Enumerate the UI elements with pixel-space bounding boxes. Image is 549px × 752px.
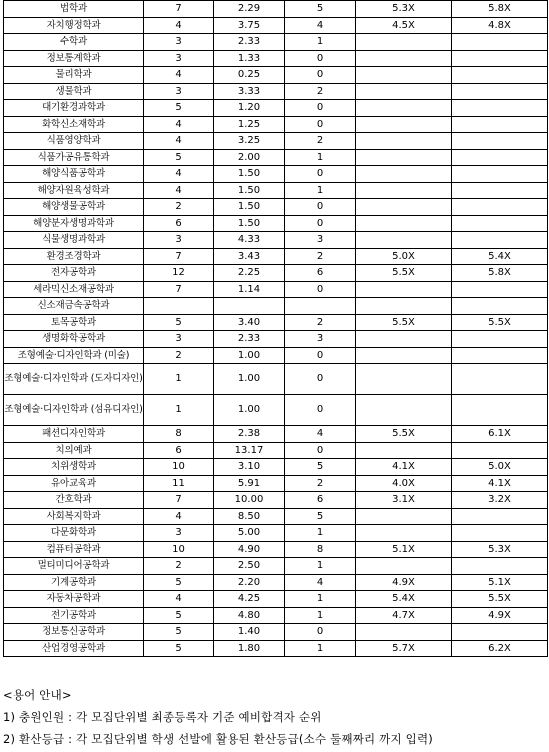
department-name-cell: 조형예술·디자인학과 (미술) [4,347,144,364]
converted-grade-cell [356,100,452,117]
converted-grade-cell [452,215,548,232]
competition-ratio-cell: 1.33 [214,50,285,67]
competition-ratio-cell: 5.91 [214,475,285,492]
quota-cell: 10 [144,459,214,476]
department-name-cell: 기계공학과 [4,574,144,591]
department-name-cell: 다문화학과 [4,525,144,542]
competition-ratio-cell: 5.00 [214,525,285,542]
fill-rank-cell: 0 [285,624,356,641]
quota-cell: 4 [144,591,214,608]
quota-cell: 5 [144,314,214,331]
fill-rank-cell: 4 [285,17,356,34]
table-row [4,149,548,166]
competition-ratio-cell: 3.25 [214,133,285,150]
competition-ratio-cell: 1.80 [214,640,285,657]
fill-rank-cell: 0 [285,166,356,183]
fill-rank-cell: 2 [285,133,356,150]
converted-grade-cell [356,298,452,315]
fill-rank-cell: 0 [285,50,356,67]
quota-cell: 11 [144,475,214,492]
fill-rank-cell [285,298,356,315]
fill-rank-cell: 1 [285,149,356,166]
converted-grade-cell [356,67,452,84]
department-name-cell: 패션디자인학과 [4,426,144,443]
converted-grade-cell [452,298,548,315]
converted-grade-cell: 4.9X [356,574,452,591]
converted-grade-cell [356,116,452,133]
fill-rank-cell: 0 [285,116,356,133]
converted-grade-cell: 5.5X [356,265,452,282]
converted-grade-cell: 5.3X [356,1,452,18]
department-name-cell: 식품영양학과 [4,133,144,150]
converted-grade-cell: 4.5X [356,17,452,34]
quota-cell: 8 [144,426,214,443]
converted-grade-cell [452,182,548,199]
fill-rank-cell: 0 [285,364,356,395]
table-row [4,50,548,67]
table-row [4,34,548,51]
converted-grade-cell: 5.5X [452,314,548,331]
fill-rank-cell: 0 [285,215,356,232]
department-name-cell: 전기공학과 [4,607,144,624]
department-name-cell: 화학신소재학과 [4,116,144,133]
quota-cell: 6 [144,215,214,232]
department-name-cell: 치의예과 [4,442,144,459]
converted-grade-cell [356,83,452,100]
converted-grade-cell: 5.1X [452,574,548,591]
converted-grade-cell [356,364,452,395]
converted-grade-cell [356,442,452,459]
table-row [4,199,548,216]
department-name-cell: 산업경영공학과 [4,640,144,657]
competition-ratio-cell: 4.25 [214,591,285,608]
competition-ratio-cell: 1.50 [214,215,285,232]
fill-rank-cell: 1 [285,525,356,542]
competition-ratio-cell: 1.20 [214,100,285,117]
table-row [4,364,548,395]
table-row [4,215,548,232]
table-row [4,116,548,133]
quota-cell: 1 [144,395,214,426]
converted-grade-cell [452,347,548,364]
converted-grade-cell [452,34,548,51]
department-name-cell: 사회복지학과 [4,508,144,525]
fill-rank-cell: 2 [285,475,356,492]
converted-grade-cell [356,166,452,183]
department-name-cell: 해양식품공학과 [4,166,144,183]
glossary-line-quota: 1) 충원인원 : 각 모집단위별 최종등록자 기준 예비합격자 순위 [3,710,322,724]
department-name-cell: 법학과 [4,1,144,18]
fill-rank-cell: 6 [285,265,356,282]
quota-cell: 5 [144,149,214,166]
table-row [4,166,548,183]
table-row [4,298,548,315]
converted-grade-cell [356,558,452,575]
competition-ratio-cell: 3.10 [214,459,285,476]
converted-grade-cell [452,442,548,459]
competition-ratio-cell: 1.00 [214,347,285,364]
converted-grade-cell: 6.1X [452,426,548,443]
table-row [4,475,548,492]
converted-grade-cell: 5.4X [356,591,452,608]
competition-ratio-cell: 3.33 [214,83,285,100]
quota-cell: 3 [144,232,214,249]
table-row [4,591,548,608]
fill-rank-cell: 0 [285,199,356,216]
quota-cell: 6 [144,442,214,459]
glossary-line-grade: 2) 환산등급 : 각 모집단위별 학생 선발에 활용된 환산등급(소수 둘째짜리 까지 입력) [3,732,433,746]
quota-cell: 7 [144,492,214,509]
table-row [4,182,548,199]
fill-rank-cell: 3 [285,331,356,348]
fill-rank-cell: 2 [285,248,356,265]
table-row [4,1,548,18]
fill-rank-cell: 0 [285,347,356,364]
competition-ratio-cell: 1.14 [214,281,285,298]
converted-grade-cell: 5.5X [356,314,452,331]
converted-grade-cell: 3.2X [452,492,548,509]
fill-rank-cell: 1 [285,558,356,575]
converted-grade-cell [452,331,548,348]
competition-ratio-cell: 1.00 [214,395,285,426]
department-name-cell: 유아교육과 [4,475,144,492]
converted-grade-cell [452,67,548,84]
converted-grade-cell [452,83,548,100]
converted-grade-cell [452,624,548,641]
competition-ratio-cell: 8.50 [214,508,285,525]
converted-grade-cell [452,199,548,216]
quota-cell: 5 [144,100,214,117]
converted-grade-cell [452,232,548,249]
converted-grade-cell [356,281,452,298]
converted-grade-cell: 5.1X [356,541,452,558]
fill-rank-cell: 1 [285,182,356,199]
table-row [4,492,548,509]
competition-ratio-cell: 2.25 [214,265,285,282]
converted-grade-cell: 5.8X [452,1,548,18]
converted-grade-cell [356,525,452,542]
converted-grade-cell [452,133,548,150]
fill-rank-cell: 1 [285,607,356,624]
quota-cell: 2 [144,558,214,575]
converted-grade-cell: 4.8X [452,17,548,34]
quota-cell: 5 [144,607,214,624]
converted-grade-cell [452,116,548,133]
converted-grade-cell [356,182,452,199]
quota-cell: 3 [144,83,214,100]
quota-cell: 4 [144,508,214,525]
competition-ratio-cell: 4.33 [214,232,285,249]
converted-grade-cell [356,199,452,216]
converted-grade-cell: 5.3X [452,541,548,558]
quota-cell: 4 [144,133,214,150]
fill-rank-cell: 0 [285,395,356,426]
table-row [4,558,548,575]
department-name-cell: 자동차공학과 [4,591,144,608]
competition-ratio-cell: 3.43 [214,248,285,265]
converted-grade-cell [356,133,452,150]
department-name-cell: 세라믹신소재공학과 [4,281,144,298]
converted-grade-cell [356,624,452,641]
converted-grade-cell [356,232,452,249]
converted-grade-cell: 3.1X [356,492,452,509]
table-row [4,508,548,525]
competition-ratio-cell: 0.25 [214,67,285,84]
converted-grade-cell: 5.4X [452,248,548,265]
department-name-cell: 해양생물공학과 [4,199,144,216]
department-name-cell: 정보통신공학과 [4,624,144,641]
fill-rank-cell: 1 [285,34,356,51]
quota-cell: 12 [144,265,214,282]
competition-ratio-cell: 2.29 [214,1,285,18]
table-row [4,248,548,265]
fill-rank-cell: 3 [285,232,356,249]
competition-ratio-cell: 3.40 [214,314,285,331]
competition-ratio-cell [214,298,285,315]
fill-rank-cell: 1 [285,591,356,608]
competition-ratio-cell: 2.00 [214,149,285,166]
table-row [4,347,548,364]
converted-grade-cell: 5.7X [356,640,452,657]
quota-cell: 3 [144,34,214,51]
quota-cell: 1 [144,364,214,395]
table-row [4,607,548,624]
competition-ratio-cell: 1.25 [214,116,285,133]
table-row [4,395,548,426]
competition-ratio-cell: 2.33 [214,34,285,51]
department-name-cell: 정보통계학과 [4,50,144,67]
department-name-cell: 자치행정학과 [4,17,144,34]
competition-ratio-cell: 13.17 [214,442,285,459]
quota-cell: 4 [144,17,214,34]
department-name-cell: 조형예술·디자인학과 (섬유디자인) [4,395,144,426]
fill-rank-cell: 4 [285,426,356,443]
quota-cell: 5 [144,574,214,591]
converted-grade-cell: 5.8X [452,265,548,282]
fill-rank-cell: 0 [285,67,356,84]
quota-cell: 3 [144,331,214,348]
converted-grade-cell: 4.0X [356,475,452,492]
department-name-cell: 대기환경과학과 [4,100,144,117]
fill-rank-cell: 0 [285,100,356,117]
table-row [4,442,548,459]
competition-ratio-cell: 1.00 [214,364,285,395]
department-name-cell: 해양분자생명과학과 [4,215,144,232]
fill-rank-cell: 8 [285,541,356,558]
fill-rank-cell: 0 [285,442,356,459]
converted-grade-cell [356,395,452,426]
table-row [4,459,548,476]
fill-rank-cell: 6 [285,492,356,509]
department-name-cell: 토목공학과 [4,314,144,331]
converted-grade-cell [452,100,548,117]
table-row [4,265,548,282]
quota-cell: 2 [144,347,214,364]
converted-grade-cell: 4.9X [452,607,548,624]
competition-ratio-cell: 4.90 [214,541,285,558]
quota-cell: 4 [144,67,214,84]
quota-cell [144,298,214,315]
quota-cell: 7 [144,281,214,298]
competition-ratio-cell: 2.38 [214,426,285,443]
fill-rank-cell: 5 [285,508,356,525]
converted-grade-cell [356,149,452,166]
converted-grade-cell [452,149,548,166]
converted-grade-cell [356,331,452,348]
competition-ratio-cell: 2.33 [214,331,285,348]
table-row [4,133,548,150]
converted-grade-cell [356,50,452,67]
table-row [4,100,548,117]
converted-grade-cell: 5.5X [452,591,548,608]
converted-grade-cell [356,34,452,51]
department-name-cell: 신소재금속공학과 [4,298,144,315]
converted-grade-cell: 5.0X [356,248,452,265]
table-row [4,83,548,100]
converted-grade-cell: 4.7X [356,607,452,624]
glossary-notes [3,684,547,750]
converted-grade-cell: 4.1X [452,475,548,492]
quota-cell: 4 [144,166,214,183]
converted-grade-cell [452,558,548,575]
converted-grade-cell [356,347,452,364]
table-row [4,541,548,558]
table-row [4,624,548,641]
quota-cell: 2 [144,199,214,216]
table-row [4,640,548,657]
fill-rank-cell: 5 [285,1,356,18]
table-row [4,232,548,249]
converted-grade-cell [452,281,548,298]
table-body [4,1,548,657]
department-name-cell: 조형예술·디자인학과 (도자디자인) [4,364,144,395]
competition-ratio-cell: 1.50 [214,199,285,216]
converted-grade-cell: 4.1X [356,459,452,476]
competition-ratio-cell: 4.80 [214,607,285,624]
converted-grade-cell: 5.5X [356,426,452,443]
department-name-cell: 해양자원육성학과 [4,182,144,199]
table-row [4,281,548,298]
quota-cell: 4 [144,116,214,133]
department-name-cell: 치위생학과 [4,459,144,476]
converted-grade-cell: 6.2X [452,640,548,657]
converted-grade-cell [452,508,548,525]
converted-grade-cell [452,166,548,183]
fill-rank-cell: 4 [285,574,356,591]
converted-grade-cell [356,508,452,525]
converted-grade-cell [452,50,548,67]
competition-ratio-cell: 10.00 [214,492,285,509]
fill-rank-cell: 0 [285,281,356,298]
quota-cell: 10 [144,541,214,558]
quota-cell: 3 [144,50,214,67]
department-name-cell: 전자공학과 [4,265,144,282]
department-name-cell: 멀티미디어공학과 [4,558,144,575]
competition-ratio-cell: 1.50 [214,166,285,183]
quota-cell: 5 [144,640,214,657]
table-row [4,426,548,443]
competition-ratio-cell: 3.75 [214,17,285,34]
fill-rank-cell: 1 [285,640,356,657]
table-row [4,314,548,331]
department-name-cell: 식품가공유통학과 [4,149,144,166]
department-name-cell: 간호학과 [4,492,144,509]
fill-rank-cell: 2 [285,314,356,331]
quota-cell: 7 [144,248,214,265]
converted-grade-cell: 5.0X [452,459,548,476]
table-row [4,525,548,542]
department-name-cell: 환경조경학과 [4,248,144,265]
competition-ratio-cell: 1.40 [214,624,285,641]
department-name-cell: 생명화학공학과 [4,331,144,348]
competition-ratio-cell: 2.20 [214,574,285,591]
department-name-cell: 수학과 [4,34,144,51]
converted-grade-cell [452,525,548,542]
table-row [4,574,548,591]
department-name-cell: 식물생명과학과 [4,232,144,249]
admission-results-table [3,0,548,657]
department-name-cell: 생물학과 [4,83,144,100]
fill-rank-cell: 5 [285,459,356,476]
quota-cell: 4 [144,182,214,199]
table-row [4,331,548,348]
converted-grade-cell [356,215,452,232]
competition-ratio-cell: 1.50 [214,182,285,199]
quota-cell: 3 [144,525,214,542]
glossary-heading: <용어 안내> [3,688,72,702]
converted-grade-cell [452,395,548,426]
department-name-cell: 컴퓨터공학과 [4,541,144,558]
table-row [4,17,548,34]
fill-rank-cell: 2 [285,83,356,100]
department-name-cell: 물리학과 [4,67,144,84]
competition-ratio-cell: 2.50 [214,558,285,575]
table-row [4,67,548,84]
quota-cell: 7 [144,1,214,18]
converted-grade-cell [452,364,548,395]
quota-cell: 5 [144,624,214,641]
